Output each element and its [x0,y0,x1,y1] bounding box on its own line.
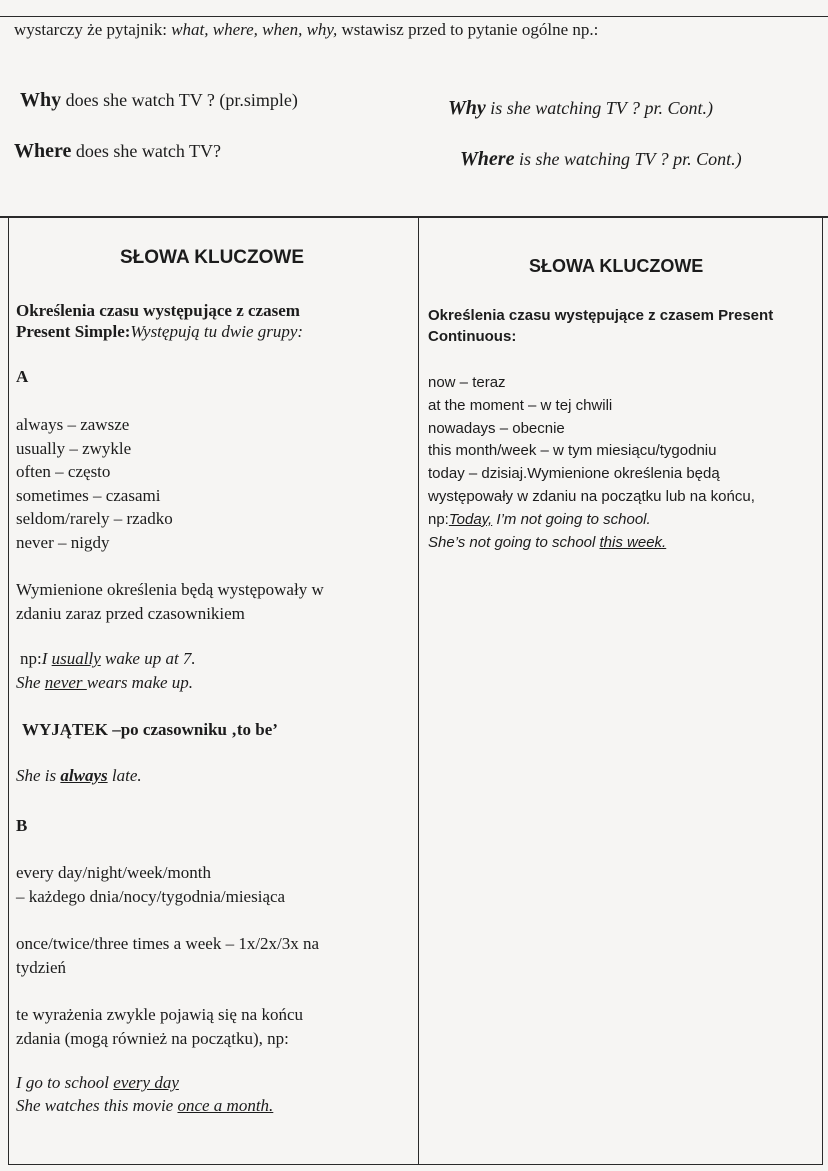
table-divider-vertical [418,218,419,1165]
top-border [0,16,828,17]
question-why-continuous: Why is she watching TV ? pr. Cont.) [448,97,713,119]
right-heading: SŁOWA KLUCZOWE [529,256,704,276]
example-never: She never wears make up. [16,673,194,692]
exception-heading: WYJĄTEK –po czasowniku ‚to be’ [22,720,278,739]
group-b-position-note: te wyrażenia zwykle pojawią się na końcu zdania (mogą również na początku), np: [16,1005,303,1048]
group-b-label: B [16,816,28,835]
list-item: występowały w zdaniu na początku lub na końcu, [428,487,755,505]
intro-line: wystarczy że pytajnik: what, where, when, why, wstawisz przed to pytanie ogólne np.: [14,20,599,39]
continuous-list [428,372,755,554]
list-item: sometimes – czasami [16,485,161,505]
list-item: now – teraz [428,374,506,391]
left-heading: SŁOWA KLUCZOWE [120,247,304,268]
example-always: She is always late. [16,766,142,785]
example-this-week: She’s not going to school this week. [428,533,667,551]
example-every-day: I go to school every day [16,1073,179,1092]
group-a-label: A [16,367,29,386]
position-note: Wymienione określenia będą występowały w zdaniu zaraz przed czasownikiem [16,580,324,623]
example-once-a-month: She watches this movie once a month. [16,1096,274,1115]
question-where-continuous: Where is she watching TV ? pr. Cont.) [460,148,742,170]
example-usually: np:I usually wake up at 7. [20,649,196,668]
left-border [8,218,9,1165]
right-border [822,218,823,1165]
adverb-list [16,413,173,555]
question-why-simple: Why does she watch TV ? (pr.simple) [20,89,298,111]
example-today: np:Today, I’m not going to school. [428,510,651,528]
list-item: today – dzisiaj.Wymienione określenia będą [428,465,720,483]
table-divider-horizontal [0,216,828,218]
list-item: at the moment – w tej chwili [428,396,613,414]
bottom-border [8,1164,823,1165]
question-where-simple: Where does she watch TV? [14,140,222,162]
list-item: usually – zwykle [16,438,132,458]
group-b-frequency: once/twice/three times a week – 1x/2x/3x na tydzień [16,934,320,977]
list-item: this month/week – w tym miesiącu/tygodniu [428,442,717,460]
list-item: often – często [16,462,111,482]
group-b-every: every day/night/week/month – każdego dnia/nocy/tygodnia/miesiąca [16,863,286,906]
left-subheading: Określenia czasu występujące z czasem Present Simple:Występują tu dwie grupy: [16,301,304,341]
list-item: never – nigdy [16,532,110,552]
list-item: always – zawsze [16,415,130,434]
list-item: nowadays – obecnie [428,419,565,437]
right-subheading: Określenia czasu występujące z czasem Present Continuous: [428,307,774,345]
list-item: seldom/rarely – rzadko [16,509,173,529]
